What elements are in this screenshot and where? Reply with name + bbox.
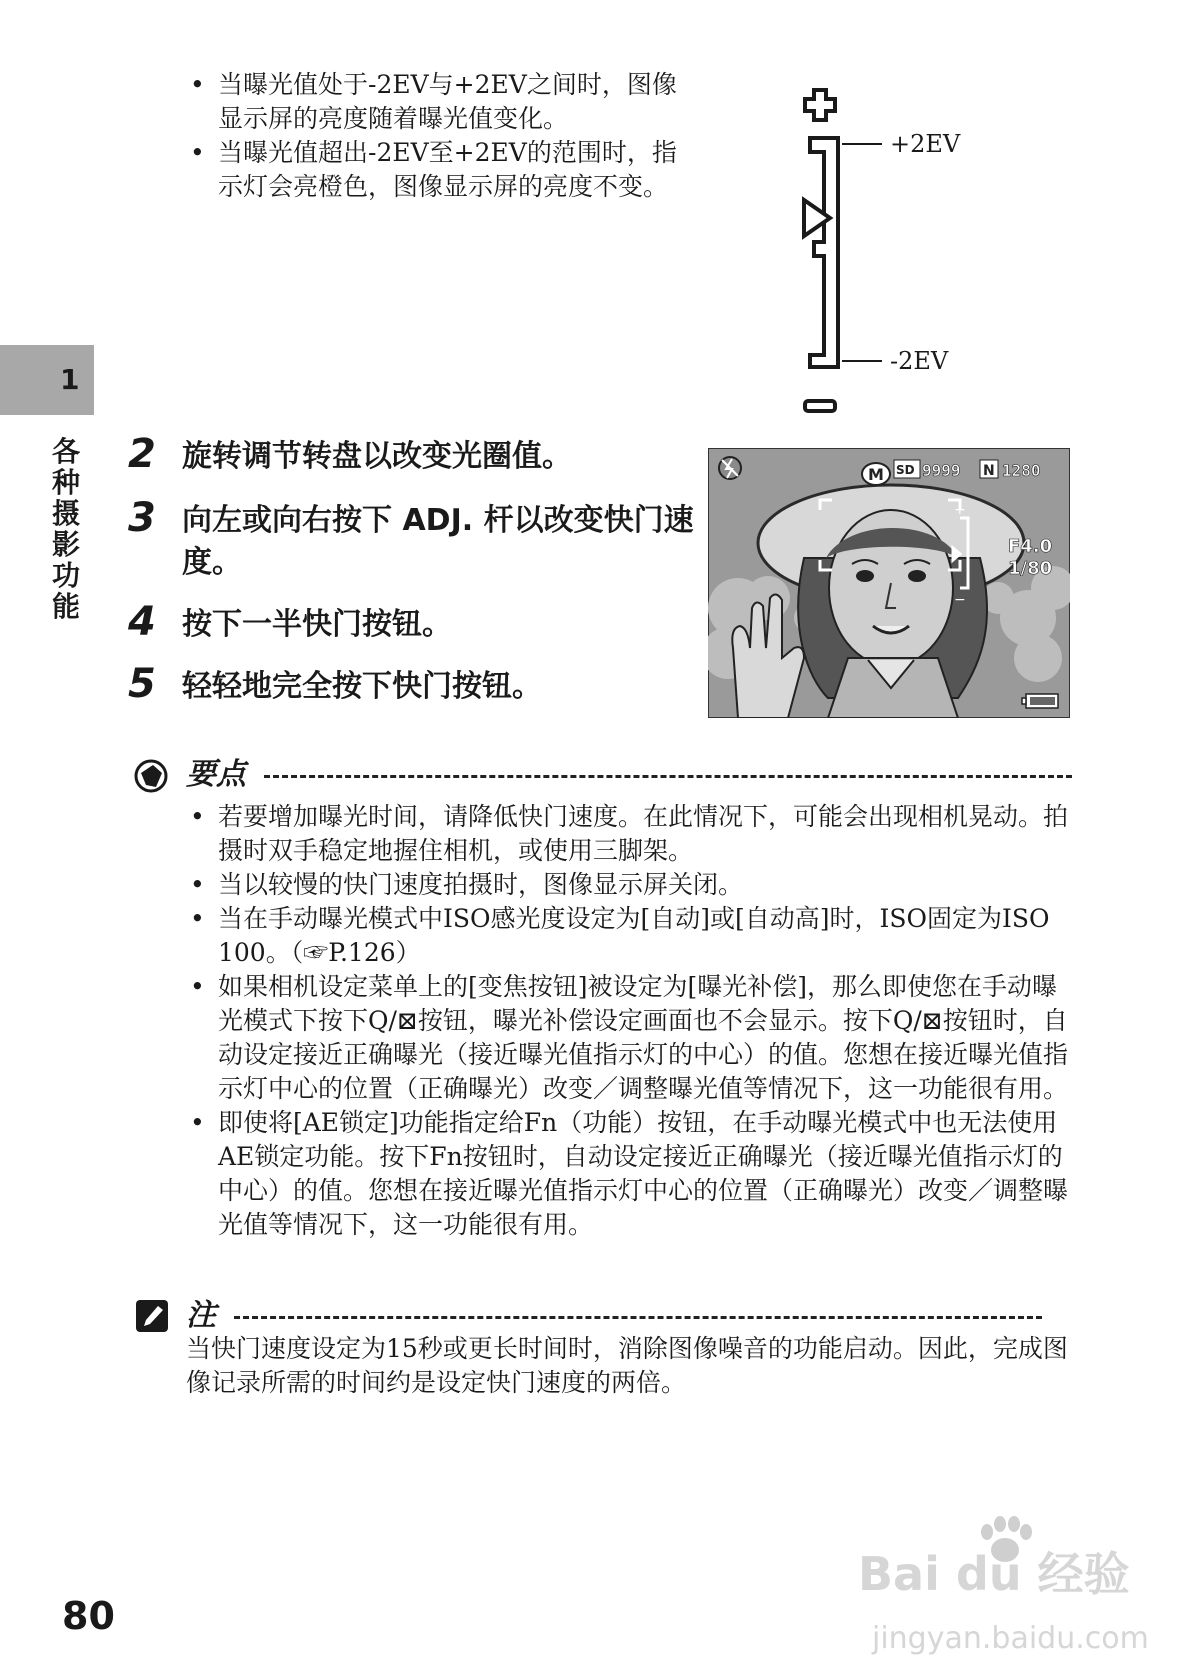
card-label: SD: [896, 463, 915, 477]
plus-icon: [805, 90, 835, 120]
step-text: 旋转调节转盘以改变光圈值。: [182, 439, 572, 474]
minus-ev-label: -2EV: [890, 347, 949, 375]
tips-divider: [264, 775, 1072, 778]
step-text: 向左或向右按下 ADJ. 杆以改变快门速度。: [182, 503, 694, 580]
shots-remaining: 9999: [922, 461, 961, 480]
quality-label: N: [983, 463, 995, 479]
step-number: 2: [128, 431, 156, 477]
svg-text:+: +: [954, 502, 966, 518]
note-divider: [234, 1316, 1042, 1319]
minus-icon: [805, 401, 835, 411]
ev-scale-bar: [810, 138, 838, 367]
top-bullet-1: • 当曝光值处于-2EV与+2EV之间时，图像显示屏的亮度随着曝光值变化。: [182, 68, 692, 136]
camera-screen-illustration: [708, 448, 1070, 718]
battery-icon: [1022, 694, 1058, 708]
exposure-indicator-diagram: [790, 82, 1020, 427]
mode-label: M: [868, 465, 884, 484]
tip-5: • 即使将[AE锁定]功能指定给Fn（功能）按钮，在手动曝光模式中也无法使用AE锁定功能。按下Fn按钮时，自动设定接近正确曝光（接近曝光值指示灯的中心）的值。您想在接近曝光值指示灯中心的位置（正确曝光）改变／调整曝光值等情况下，这一功能很有用。: [182, 1106, 1082, 1242]
step-text: 按下一半快门按钮。: [182, 607, 452, 642]
plus-ev-label: +2EV: [890, 130, 961, 158]
note-icon: [134, 1298, 170, 1334]
watermark-brand: Bai du 经验: [858, 1547, 1130, 1601]
manual-mode-icon: [862, 463, 890, 485]
top-bullet-2: • 当曝光值超出-2EV至+2EV的范围时，指示灯会亮橙色，图像显示屏的亮度不变。: [182, 136, 692, 204]
shutter-value: 1/80: [1008, 558, 1053, 579]
image-size: 1280: [1002, 461, 1041, 480]
watermark-url: jingyan.baidu.com: [872, 1621, 1149, 1656]
note-text: 当快门速度设定为15秒或更长时间时，消除图像噪音的功能启动。因此，完成图像记录所需的时间约是设定快门速度的两倍。: [186, 1334, 1068, 1397]
tip-1: • 若要增加曝光时间，请降低快门速度。在此情况下，可能会出现相机晃动。拍摄时双手稳定地握住相机，或使用三脚架。: [182, 800, 1082, 868]
tip-3: • 当在手动曝光模式中ISO感光度设定为[自动]或[自动高]时，ISO固定为ISO 100。（☞P.126）: [182, 902, 1082, 970]
chapter-title: 各种摄影功能: [52, 435, 81, 623]
quality-icon: [980, 460, 998, 479]
top-bullet-list: [182, 68, 692, 204]
tip-2: • 当以较慢的快门速度拍摄时，图像显示屏关闭。: [182, 868, 1082, 902]
page-number: 80: [62, 1594, 115, 1638]
step-number: 3: [128, 495, 156, 541]
step-number: 5: [128, 661, 156, 707]
tips-header: [134, 755, 1074, 795]
note-header: [134, 1296, 1074, 1336]
tip-4: • 如果相机设定菜单上的[变焦按钮]被设定为[曝光补偿]，那么即使您在手动曝光模式下按下Q/⊠按钮，曝光补偿设定画面也不会显示。按下Q/⊠按钮时，自动设定接近正确曝光（接近曝光值指示灯的中心）的值。您想在接近曝光值指示灯中心的位置（正确曝光）改变／调整曝光值等情况下，这一功能很有用。: [182, 970, 1082, 1106]
chapter-tab: [0, 345, 94, 415]
tips-icon: [134, 759, 172, 793]
note-title: 注: [186, 1298, 216, 1333]
svg-text:−: −: [954, 592, 966, 608]
flash-off-icon: [719, 457, 741, 479]
chapter-number: 1: [60, 363, 80, 396]
tips-list: [182, 800, 1082, 1242]
aperture-value: F4.0: [1008, 536, 1053, 557]
tips-title: 要点: [186, 757, 246, 792]
sd-card-icon: [894, 460, 920, 478]
step-number: 4: [128, 599, 156, 645]
step-text: 轻轻地完全按下快门按钮。: [182, 669, 542, 704]
